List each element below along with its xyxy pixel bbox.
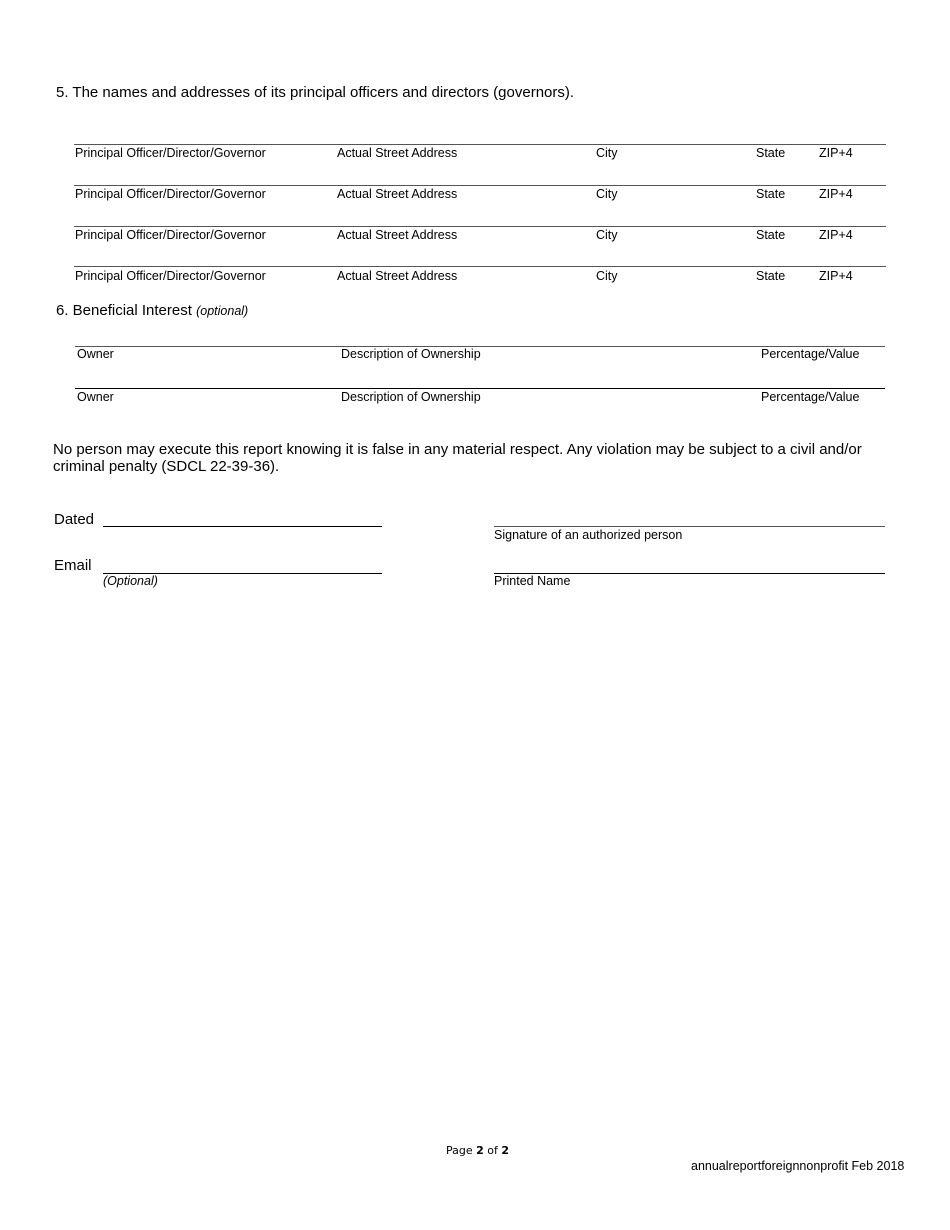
zip-label: ZIP+4 (819, 146, 853, 160)
officer-row-2-line[interactable] (74, 185, 886, 186)
page-number (446, 1144, 509, 1157)
owner-label: Owner (77, 390, 114, 404)
percentage-value-label: Percentage/Value (761, 390, 860, 404)
section-6-question (56, 302, 248, 319)
email-optional-note: (Optional) (103, 574, 158, 588)
officer-name-label: Principal Officer/Director/Governor (75, 146, 266, 160)
officer-row-3-line[interactable] (74, 226, 886, 227)
page-prefix: Page (446, 1144, 473, 1157)
state-label: State (756, 187, 786, 201)
form-identifier: annualreportforeignnonprofit Feb 2018 (691, 1159, 905, 1173)
officer-name-label: Principal Officer/Director/Governor (75, 228, 266, 242)
city-label: City (596, 146, 618, 160)
section-5-question: 5. The names and addresses of its principal officers and directors (governors). (56, 84, 575, 101)
city-label: City (596, 187, 618, 201)
dated-field[interactable] (103, 526, 382, 527)
street-address-label: Actual Street Address (337, 269, 458, 283)
dated-label: Dated (54, 511, 95, 528)
ownership-description-label: Description of Ownership (341, 390, 481, 404)
officer-name-label: Principal Officer/Director/Governor (75, 269, 266, 283)
optional-note: (optional) (196, 304, 249, 318)
signature-field[interactable] (494, 526, 885, 527)
street-address-label: Actual Street Address (337, 146, 458, 160)
signature-label: Signature of an authorized person (494, 528, 683, 542)
page-current: 2 (476, 1144, 484, 1157)
city-label: City (596, 269, 618, 283)
zip-label: ZIP+4 (819, 228, 853, 242)
zip-label: ZIP+4 (819, 269, 853, 283)
city-label: City (596, 228, 618, 242)
street-address-label: Actual Street Address (337, 187, 458, 201)
state-label: State (756, 269, 786, 283)
page-total: 2 (501, 1144, 510, 1157)
percentage-value-label: Percentage/Value (761, 347, 860, 361)
owner-label: Owner (77, 347, 114, 361)
page-of: of (487, 1144, 498, 1157)
section-6-title: 6. Beneficial Interest (56, 302, 192, 319)
ownership-description-label: Description of Ownership (341, 347, 481, 361)
zip-label: ZIP+4 (819, 187, 853, 201)
false-statement-notice: No person may execute this report knowing it is false in any material respect. Any violation may be subject to a civil and/or criminal penalty (SDCL 22-39-36). (53, 441, 862, 475)
state-label: State (756, 228, 786, 242)
printed-name-label: Printed Name (494, 574, 571, 588)
email-label: Email (54, 557, 92, 574)
officer-row-1-line[interactable] (74, 144, 886, 145)
beneficial-row-2-line[interactable] (75, 388, 885, 389)
officer-row-4-line[interactable] (74, 266, 886, 267)
officer-name-label: Principal Officer/Director/Governor (75, 187, 266, 201)
street-address-label: Actual Street Address (337, 228, 458, 242)
state-label: State (756, 146, 786, 160)
